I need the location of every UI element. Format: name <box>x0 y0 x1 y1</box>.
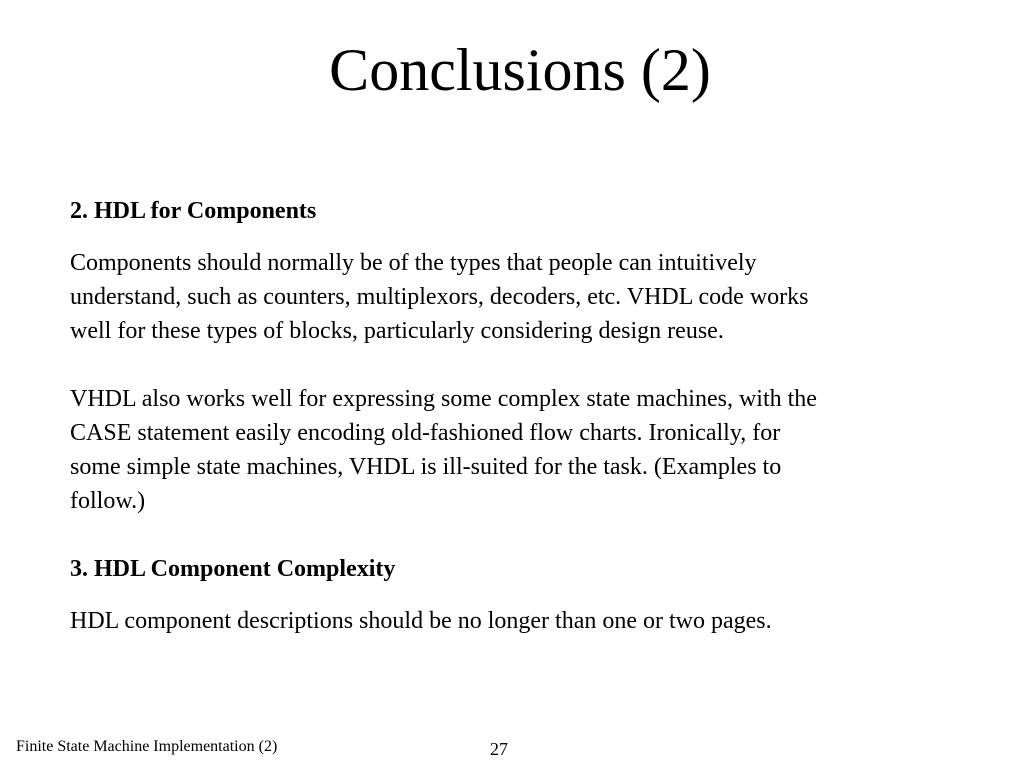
section-heading: 3. HDL Component Complexity <box>70 556 396 582</box>
paragraph: HDL component descriptions should be no longer than one or two pages. <box>70 608 772 634</box>
footer-title: Finite State Machine Implementation (2) <box>16 738 278 755</box>
paragraph: VHDL also works well for expressing some complex state machines, with the CASE statement easily encoding old-fashioned flow charts. Ironically, for some simple state machines, VHDL is ill-suited for the task. (Examples to follow.) <box>70 386 817 514</box>
section-hdl-for-components <box>70 194 980 518</box>
slide-title: Conclusions (2) <box>329 37 711 103</box>
page-number: 27 <box>490 739 508 759</box>
section-hdl-component-complexity <box>70 552 980 638</box>
slide-body <box>70 194 980 672</box>
section-heading: 2. HDL for Components <box>70 198 317 224</box>
paragraph: Components should normally be of the types that people can intuitively understand, such as counters, multiplexors, decoders, etc. VHDL code works well for these types of blocks, particularly considering design reuse. <box>70 250 809 344</box>
